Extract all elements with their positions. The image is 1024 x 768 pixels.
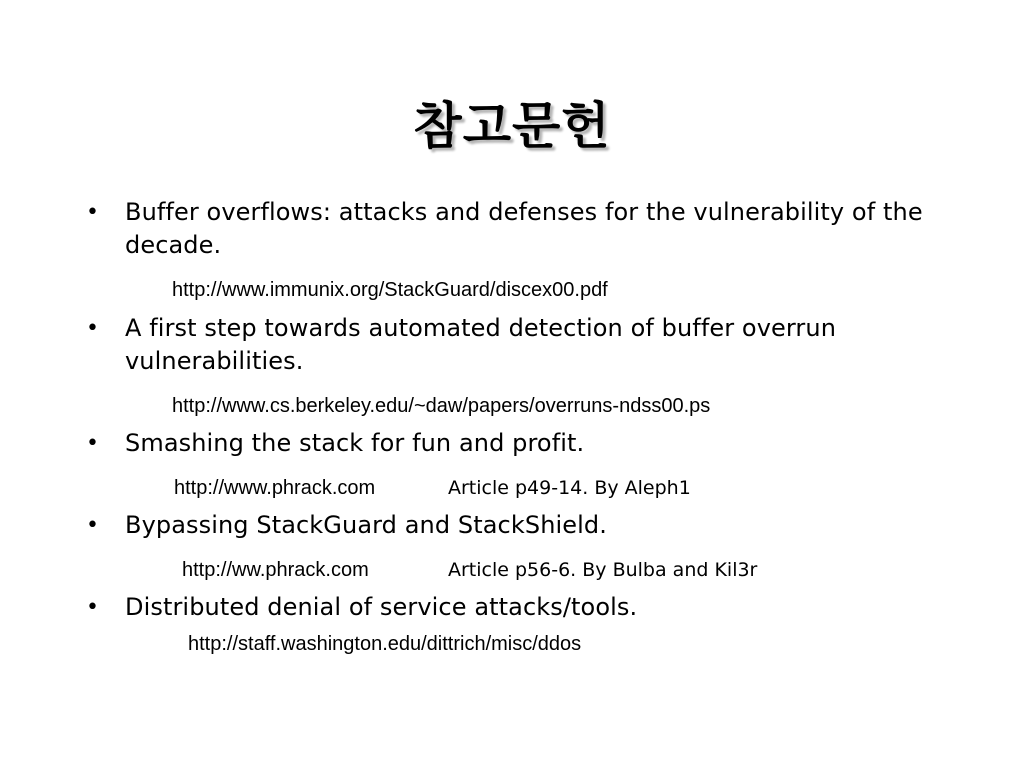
slide-title: 참고문헌 (413, 97, 611, 155)
bullet-icon: • (86, 316, 99, 341)
reference-note: Article p49-14. By Aleph1 (448, 477, 691, 499)
bullet-icon: • (86, 431, 99, 456)
bullet-icon: • (86, 595, 99, 620)
bullet-icon: • (86, 200, 99, 225)
reference-url[interactable]: http://www.immunix.org/StackGuard/discex00.pdf (172, 279, 608, 301)
reference-title: Distributed denial of service attacks/tools. (125, 593, 638, 621)
reference-url[interactable]: http://staff.washington.edu/dittrich/misc/ddos (188, 633, 582, 655)
reference-title: Smashing the stack for fun and profit. (125, 429, 585, 457)
reference-note: Article p56-6. By Bulba and Kil3r (448, 559, 758, 581)
reference-url[interactable]: http://ww.phrack.com (182, 559, 369, 581)
reference-url[interactable]: http://www.cs.berkeley.edu/~daw/papers/overruns-ndss00.ps (172, 395, 711, 417)
reference-url[interactable]: http://www.phrack.com (174, 477, 376, 499)
reference-title: Buffer overflows: attacks and defenses for the vulnerability of the decade. (125, 198, 923, 259)
bullet-icon: • (86, 513, 99, 538)
reference-title: A first step towards automated detection of buffer overrun vulnerabilities. (125, 314, 837, 375)
reference-title: Bypassing StackGuard and StackShield. (125, 511, 607, 539)
